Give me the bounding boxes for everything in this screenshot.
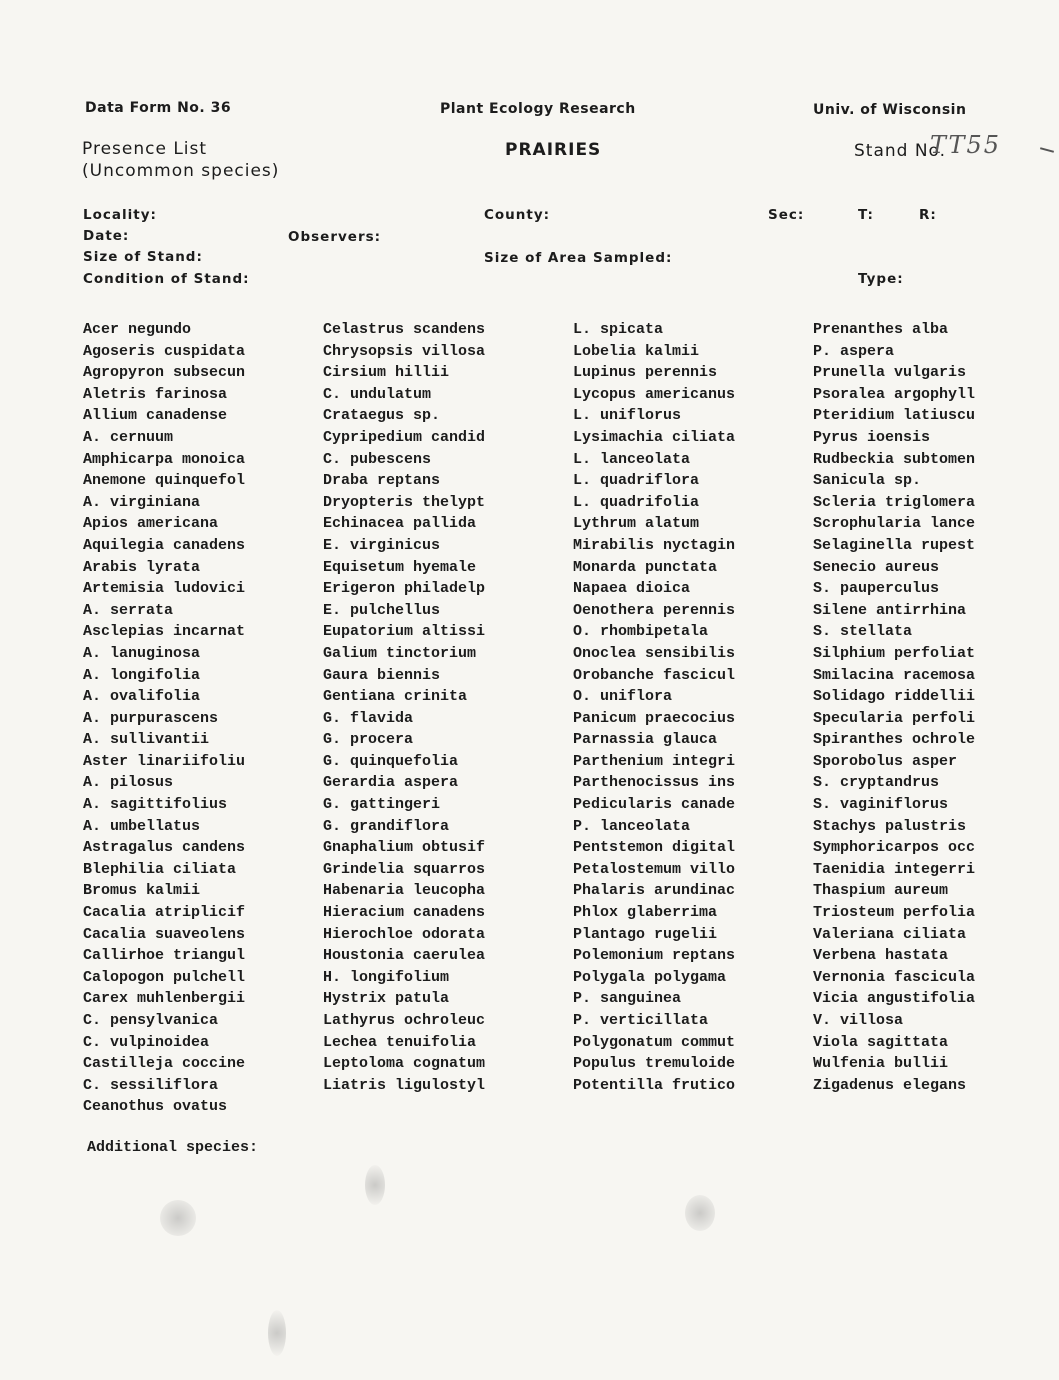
species-item: Polygonatum commut [573,1033,736,1051]
species-item: Petalostemum villo [573,860,736,878]
species-item: Lechea tenuifolia [323,1033,477,1051]
species-item: Carex muhlenbergii [83,990,246,1008]
species-item: Scleria triglomera [813,493,976,511]
species-item: Sanicula sp. [813,472,922,490]
species-item: Blephilia ciliata [83,860,237,878]
species-item: Potentilla frutico [573,1076,736,1094]
species-item: Valeriana ciliata [813,925,967,943]
species-item: S. pauperculus [813,580,940,598]
species-item: Draba reptans [323,472,441,490]
species-item: A. sullivantii [83,731,210,749]
species-item: Verbena hastata [813,947,949,965]
species-item: G. gattingeri [323,796,441,814]
stand-number-handwritten: TT55 [930,131,1001,159]
species-item: Symphoricarpos occ [813,839,976,857]
species-item: Gnaphalium obtusif [323,839,486,857]
species-item: Lythrum alatum [573,515,700,533]
species-item: P. sanguinea [573,990,682,1008]
species-item: Acer negundo [83,321,192,338]
species-item: S. vaginiflorus [813,796,949,814]
university: Univ. of Wisconsin [813,102,967,118]
species-item: Leptoloma cognatum [323,1055,486,1073]
species-item: A. pilosus [83,774,174,792]
observers-label: Observers: [288,229,382,245]
species-item: Solidago riddellii [813,688,976,706]
species-item: Mirabilis nyctagin [573,536,736,554]
species-item: Prenanthes alba [813,321,949,338]
species-item: O. uniflora [573,688,673,706]
species-item: Viola sagittata [813,1033,949,1051]
species-item: Pedicularis canade [573,796,736,814]
size-of-area-label: Size of Area Sampled: [484,250,673,266]
species-item: Cacalia atriplicif [83,904,246,922]
species-item: Chrysopsis villosa [323,342,486,360]
size-of-stand-label: Size of Stand: [83,249,203,265]
species-item: Wulfenia bullii [813,1055,949,1073]
species-item: Phalaris arundinac [573,882,736,900]
species-item: Eupatorium altissi [323,623,486,641]
species-item: Rudbeckia subtomen [813,450,976,468]
species-column-1 [83,319,245,1118]
species-item: Scrophularia lance [813,515,976,533]
species-item: Phlox glaberrima [573,904,718,922]
sec-label: Sec: [768,207,805,223]
species-item: Vernonia fascicula [813,968,976,986]
species-item: Panicum praecocius [573,709,736,727]
species-item: A. ovalifolia [83,688,201,706]
page-title: PRAIRIES [505,140,602,160]
species-item: Habenaria leucopha [323,882,486,900]
species-item: Apios americana [83,515,219,533]
species-item: Parthenium integri [573,752,736,770]
species-item: Onoclea sensibilis [573,644,736,662]
species-item: Lobelia kalmii [573,342,700,360]
species-item: Parthenocissus ins [573,774,736,792]
species-item: Smilacina racemosa [813,666,976,684]
species-item: Bromus kalmii [83,882,201,900]
species-item: C. sessiliflora [83,1076,219,1094]
species-item: G. quinquefolia [323,752,459,770]
species-item: Taenidia integerri [813,860,976,878]
condition-label: Condition of Stand: [83,271,250,287]
species-item: Amphicarpa monoica [83,450,246,468]
species-item: Napaea dioica [573,580,691,598]
species-item: Anemone quinquefol [83,472,246,490]
species-item: Gentiana crinita [323,688,468,706]
species-item: L. spicata [573,321,664,338]
species-item: Aquilegia canadens [83,536,246,554]
species-item: Polemonium reptans [573,947,736,965]
species-item: Psoralea argophyll [813,385,976,403]
species-item: A. cernuum [83,428,174,446]
species-item: Grindelia squarros [323,860,486,878]
species-item: Hystrix patula [323,990,450,1008]
species-item: Agoseris cuspidata [83,342,246,360]
species-item: Calopogon pulchell [83,968,246,986]
species-item: Hierochloe odorata [323,925,486,943]
species-item: Artemisia ludovici [83,580,246,598]
species-item: Parnassia glauca [573,731,718,749]
species-item: L. quadrifolia [573,493,700,511]
species-item: G. flavida [323,709,414,727]
species-item: Crataegus sp. [323,407,441,425]
species-item: Lysimachia ciliata [573,428,736,446]
pen-mark [1040,147,1054,153]
species-item: P. lanceolata [573,817,691,835]
scan-smudge [365,1165,385,1205]
species-item: Zigadenus elegans [813,1076,967,1094]
species-item: P. verticillata [573,1012,709,1029]
species-item: Gerardia aspera [323,774,459,792]
species-item: Thaspium aureum [813,882,949,900]
species-item: Castilleja coccine [83,1055,246,1073]
species-item: Hieracium canadens [323,904,486,922]
species-item: Lycopus americanus [573,385,736,403]
species-item: Triosteum perfolia [813,904,976,922]
species-item: Cirsium hillii [323,364,450,382]
species-item: A. umbellatus [83,817,201,835]
list-title: Presence List [82,139,208,159]
species-item: S. cryptandrus [813,774,940,792]
species-item: C. pensylvanica [83,1012,219,1029]
species-item: Populus tremuloide [573,1055,736,1073]
species-item: G. procera [323,731,414,749]
species-item: Sporobolus asper [813,752,958,770]
species-item: L. lanceolata [573,450,691,468]
species-item: E. pulchellus [323,601,441,619]
species-item: A. longifolia [83,666,201,684]
species-item: Ceanothus ovatus [83,1098,228,1116]
species-item: A. sagittifolius [83,796,228,814]
species-item: Echinacea pallida [323,515,477,533]
species-item: G. grandiflora [323,817,450,835]
species-item: C. undulatum [323,385,432,403]
species-item: Celastrus scandens [323,321,486,338]
species-item: Senecio aureus [813,558,940,576]
form-number: Data Form No. 36 [85,100,232,116]
species-item: Erigeron philadelp [323,580,486,598]
species-item: Asclepias incarnat [83,623,246,641]
species-item: C. pubescens [323,450,432,468]
species-item: Silene antirrhina [813,601,967,619]
species-item: Orobanche fascicul [573,666,736,684]
species-item: Monarda punctata [573,558,718,576]
species-item: Lathyrus ochroleuc [323,1012,486,1029]
species-item: Spiranthes ochrole [813,731,976,749]
species-item: Callirhoe triangul [83,947,246,965]
species-item: Agropyron subsecun [83,364,246,382]
species-item: A. purpurascens [83,709,219,727]
additional-species-label: Additional species: [87,1139,259,1156]
t-label: T: [858,207,874,223]
species-item: Cacalia suaveolens [83,925,246,943]
species-item: A. lanuginosa [83,644,201,662]
species-item: Plantago rugelii [573,925,718,943]
species-item: L. quadriflora [573,472,700,490]
species-item: O. rhombipetala [573,623,709,641]
species-item: Equisetum hyemale [323,558,477,576]
species-column-2 [323,319,485,1096]
locality-label: Locality: [83,207,157,223]
species-item: Selaginella rupest [813,536,976,554]
species-item: C. vulpinoidea [83,1033,210,1051]
species-item: Prunella vulgaris [813,364,967,382]
species-column-4 [813,319,975,1096]
species-item: V. villosa [813,1012,904,1029]
species-item: Galium tinctorium [323,644,477,662]
species-item: Astragalus candens [83,839,246,857]
species-item: Pentstemon digital [573,839,736,857]
species-item: Specularia perfoli [813,709,976,727]
species-item: Houstonia caerulea [323,947,486,965]
species-item: Gaura biennis [323,666,441,684]
species-item: A. serrata [83,601,174,619]
species-item: A. virginiana [83,493,201,511]
species-item: Silphium perfoliat [813,644,976,662]
species-item: S. stellata [813,623,913,641]
species-item: Pteridium latiuscu [813,407,976,425]
r-label: R: [919,207,937,223]
species-item: Lupinus perennis [573,364,718,382]
scan-smudge [685,1195,715,1231]
date-label: Date: [83,228,130,244]
stand-label: Stand No. [854,141,947,161]
species-item: H. longifolium [323,968,450,986]
scan-smudge [268,1310,286,1356]
species-item: P. aspera [813,342,895,360]
species-item: Stachys palustris [813,817,967,835]
county-label: County: [484,207,551,223]
species-item: Vicia angustifolia [813,990,976,1008]
species-item: Liatris ligulostyl [323,1076,486,1094]
species-item: Aster linariifoliu [83,752,246,770]
species-item: Dryopteris thelypt [323,493,486,511]
species-item: Aletris farinosa [83,385,228,403]
species-item: Polygala polygama [573,968,727,986]
species-item: Oenothera perennis [573,601,736,619]
type-label: Type: [858,271,904,287]
scan-smudge [160,1200,196,1236]
species-item: L. uniflorus [573,407,682,425]
species-column-3 [573,319,735,1096]
list-subtitle: (Uncommon species) [82,161,280,181]
species-item: E. virginicus [323,536,441,554]
species-item: Pyrus ioensis [813,428,931,446]
species-item: Cypripedium candid [323,428,486,446]
species-item: Arabis lyrata [83,558,201,576]
organization: Plant Ecology Research [440,101,636,117]
species-item: Allium canadense [83,407,228,425]
